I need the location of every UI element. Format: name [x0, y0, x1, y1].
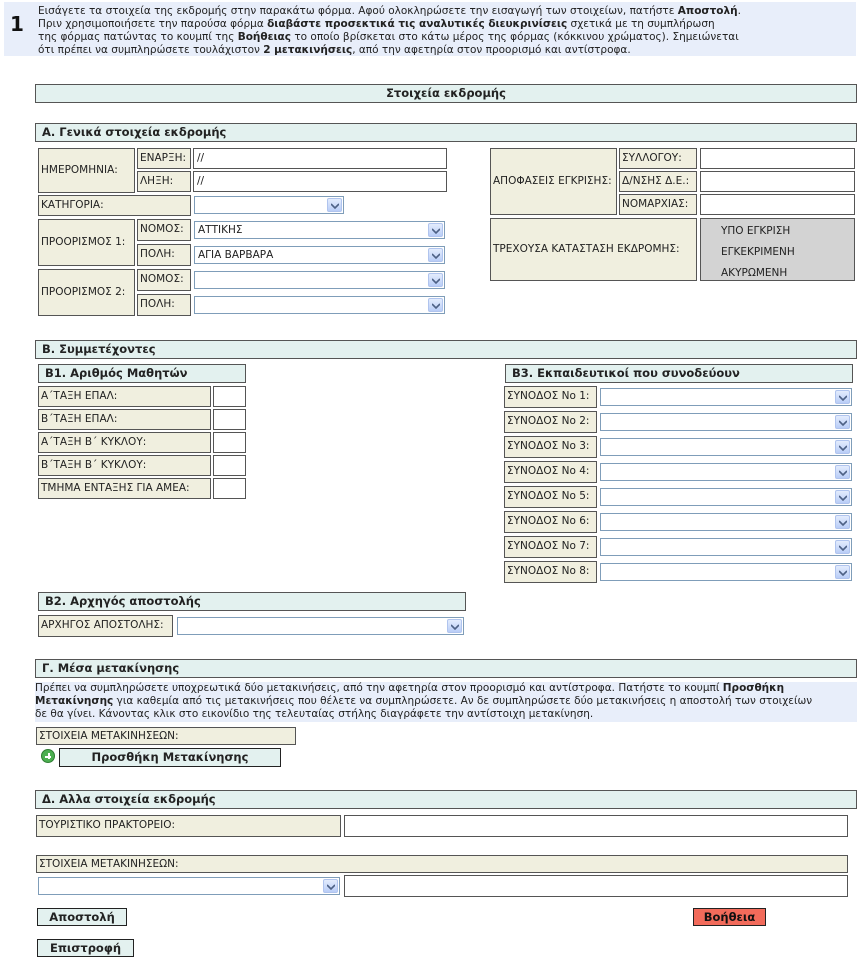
student-row-label: Α΄ΤΑΞΗ Β΄ ΚΥΚΛΟΥ: — [38, 432, 211, 453]
intro-line2: Πριν χρησιμοποιήσετε την παρούσα φόρμα — [38, 18, 268, 30]
transfers-label: ΣΤΟΙΧΕΙΑ ΜΕΤΑΚΙΝΗΣΕΩΝ: — [36, 727, 296, 745]
section-c-title: Γ. Μέσα μετακίνησης — [35, 659, 857, 678]
escort-select[interactable] — [600, 463, 852, 481]
student-count-input[interactable] — [213, 432, 246, 453]
step-number: 1 — [10, 12, 24, 36]
directorate-label: Δ/ΝΣΗΣ Δ.Ε.: — [619, 171, 697, 192]
escort-select[interactable] — [600, 563, 852, 581]
destination1-label: ΠΡΟΟΡΙΣΜΟΣ 1: — [38, 219, 135, 266]
escort-label: ΣΥΝΟΔΟΣ Νο 4: — [504, 461, 597, 483]
chevron-down-icon — [428, 223, 443, 237]
escort-select[interactable] — [600, 388, 852, 406]
intro-line1: Εισάγετε τα στοιχεία της εκδρομής στην παρακάτω φόρμα. Αφού ολοκληρώσετε την εισαγωγή των στοιχείων, πατήστε — [38, 5, 678, 17]
transfers-note — [35, 682, 857, 722]
student-count-input[interactable] — [213, 386, 246, 407]
escort-label: ΣΥΝΟΔΟΣ Νο 6: — [504, 511, 597, 533]
escort-label: ΣΥΝΟΔΟΣ Νο 8: — [504, 561, 597, 583]
note-line1: Πρέπει να συμπληρώσετε υποχρεωτικά δύο μετακινήσεις, από την αφετηρία στον προορισμό και αντίστροφα. Πατήστε το κουμπί — [35, 682, 723, 694]
student-row-label: ΤΜΗΜΑ ΕΝΤΑΞΗΣ ΓΙΑ ΑΜΕΑ: — [38, 478, 211, 499]
leader-select[interactable] — [177, 617, 464, 635]
association-input[interactable] — [700, 148, 855, 169]
chevron-down-icon — [835, 515, 850, 529]
association-label: ΣΥΛΛΟΓΟΥ: — [619, 148, 697, 169]
prefecture-approval-label: ΝΟΜΑΡΧΙΑΣ: — [619, 194, 697, 215]
form-title: Στοιχεία εκδρομής — [35, 84, 857, 103]
category-select[interactable] — [194, 196, 344, 214]
intro-line2-bold: διαβάστε προσεκτικά τις αναλυτικές διευκρινίσεις — [267, 18, 568, 30]
intro-line3-end: το οποίο βρίσκεται στο κάτω μέρος της φόρμας (κόκκινου χρώματος). Σημειώνεται — [290, 31, 739, 43]
submit-button[interactable]: Αποστολή — [37, 908, 127, 926]
b2-title: Β2. Αρχηγός αποστολής — [38, 592, 466, 611]
escort-label: ΣΥΝΟΔΟΣ Νο 7: — [504, 536, 597, 558]
intro-line3-bold: Βοήθειας — [237, 31, 291, 43]
escort-select[interactable] — [600, 488, 852, 506]
note-line2: για καθεμία από τις μετακινήσεις που θέλετε να συμπληρώσετε. Αν δε συμπληρώσετε δύο μετακινήσεις η αποστολή των στοιχείων — [113, 695, 813, 707]
note-line2-bold: Μετακίνησης — [35, 695, 114, 707]
escort-select[interactable] — [600, 413, 852, 431]
escort-select[interactable] — [600, 438, 852, 456]
start-date-input[interactable]: // — [193, 148, 447, 169]
escort-select[interactable] — [600, 538, 852, 556]
status-option: ΕΓΚΕΚΡΙΜΕΝΗ — [721, 246, 795, 258]
destination1-prefecture-select[interactable] — [194, 221, 445, 239]
escort-select[interactable] — [600, 513, 852, 531]
chevron-down-icon — [835, 465, 850, 479]
destination2-label: ΠΡΟΟΡΙΣΜΟΣ 2: — [38, 269, 135, 316]
intro-line2-end: σχετικά με τη συμπλήρωση — [567, 18, 715, 30]
destination1-prefecture-label: ΝΟΜΟΣ: — [137, 219, 191, 241]
destination1-prefecture-value: ΑΤΤΙΚΗΣ — [198, 224, 243, 236]
note-line1-bold: Προσθήκη — [722, 682, 785, 694]
student-row-label: Α΄ΤΑΞΗ ΕΠΑΛ: — [38, 386, 211, 407]
destination2-city-select[interactable] — [194, 296, 445, 314]
escort-label: ΣΥΝΟΔΟΣ Νο 2: — [504, 411, 597, 433]
chevron-down-icon — [835, 540, 850, 554]
trip-status-list — [700, 218, 855, 281]
student-row-label: Β΄ΤΑΞΗ ΕΠΑΛ: — [38, 409, 211, 430]
chevron-down-icon — [428, 298, 443, 312]
chevron-down-icon — [428, 273, 443, 287]
student-count-input[interactable] — [213, 409, 246, 430]
intro-line1-bold: Αποστολή — [677, 5, 738, 17]
intro-line4-bold: 2 μετακινήσεις — [263, 44, 353, 56]
end-date-label: ΛΗΞΗ: — [137, 171, 191, 192]
section-b-title: Β. Συμμετέχοντες — [35, 340, 857, 359]
destination1-city-label: ΠΟΛΗ: — [137, 244, 191, 266]
add-transfer-button[interactable]: Προσθήκη Μετακίνησης — [59, 748, 281, 767]
agency-input[interactable] — [344, 815, 848, 837]
destination2-city-label: ΠΟΛΗ: — [137, 294, 191, 316]
directorate-input[interactable] — [700, 171, 855, 192]
b3-title: Β3. Εκπαιδευτικοί που συνοδεύουν — [505, 364, 853, 383]
section-a-title: Α. Γενικά στοιχεία εκδρομής — [35, 123, 857, 142]
student-count-input[interactable] — [213, 478, 246, 499]
escort-label: ΣΥΝΟΔΟΣ Νο 3: — [504, 436, 597, 458]
date-label: ΗΜΕΡΟΜΗΝΙΑ: — [38, 148, 135, 193]
approvals-label: ΑΠΟΦΑΣΕΙΣ ΕΓΚΡΙΣΗΣ: — [490, 148, 617, 215]
help-button[interactable]: Βοήθεια — [693, 908, 766, 926]
chevron-down-icon — [447, 619, 462, 633]
intro-text: Εισάγετε τα στοιχεία της εκδρομής στην παρακάτω φόρμα. Αφού ολοκληρώσετε την εισαγωγή των στοιχείων, πατήστε Αποστολή. Πριν χρησιμοποιήσετε την παρούσα φόρμα διαβάστε προσεκτικά τις αναλυτικές διευκρινίσεις σχετικά με τη συμπλήρωση της φόρμας πατώντας το κουμπί της Βοήθειας το οποίο βρίσκεται στο κάτω μέρος της φόρμας (κόκκινου χρώματος). Σημειώνεται ότι πρέπει να συμπληρώσετε τουλάχιστον 2 μετακινήσεις, από την αφετηρία στον προορισμό και αντίστροφα. — [38, 5, 741, 56]
end-date-input[interactable]: // — [193, 171, 447, 192]
transfers-d-select[interactable] — [38, 877, 340, 895]
status-option: ΑΚΥΡΩΜΕΝΗ — [721, 267, 788, 279]
chevron-down-icon — [323, 879, 338, 893]
status-option: ΥΠΟ ΕΓΚΡΙΣΗ — [721, 225, 791, 237]
destination2-prefecture-label: ΝΟΜΟΣ: — [137, 269, 191, 291]
leader-label: ΑΡΧΗΓΟΣ ΑΠΟΣΤΟΛΗΣ: — [38, 615, 173, 637]
chevron-down-icon — [835, 390, 850, 404]
add-icon[interactable] — [41, 749, 55, 763]
chevron-down-icon — [327, 198, 342, 212]
transfers-d-label: ΣΤΟΙΧΕΙΑ ΜΕΤΑΚΙΝΗΣΕΩΝ: — [36, 855, 848, 873]
escort-label: ΣΥΝΟΔΟΣ Νο 5: — [504, 486, 597, 508]
note-line3: δε θα γίνει. Κάνοντας κλικ στο εικονίδιο της τελευταίας στήλης διαγράφετε την αντίστοιχη μετακίνηση. — [35, 708, 594, 720]
destination1-city-value: ΑΓΙΑ ΒΑΡΒΑΡΑ — [198, 249, 274, 261]
intro-line3: της φόρμας πατώντας το κουμπί της — [38, 31, 238, 43]
escort-label: ΣΥΝΟΔΟΣ Νο 1: — [504, 386, 597, 408]
intro-line4: ότι πρέπει να συμπληρώσετε τουλάχιστον — [38, 44, 264, 56]
start-date-label: ΕΝΑΡΞΗ: — [137, 148, 191, 169]
category-label: ΚΑΤΗΓΟΡΙΑ: — [38, 195, 191, 216]
chevron-down-icon — [835, 490, 850, 504]
prefecture-approval-input[interactable] — [700, 194, 855, 215]
student-row-label: Β΄ΤΑΞΗ Β΄ ΚΥΚΛΟΥ: — [38, 455, 211, 476]
agency-label: ΤΟΥΡΙΣΤΙΚΟ ΠΡΑΚΤΟΡΕΙΟ: — [36, 815, 341, 837]
back-button[interactable]: Επιστροφή — [37, 939, 134, 957]
section-d-title: Δ. Αλλα στοιχεία εκδρομής — [35, 790, 857, 809]
transfers-d-input[interactable] — [344, 875, 848, 897]
intro-line4-end: , από την αφετηρία στον προορισμό και αντίστροφα. — [352, 44, 631, 56]
chevron-down-icon — [835, 565, 850, 579]
destination1-city-select[interactable] — [194, 246, 445, 264]
chevron-down-icon — [428, 248, 443, 262]
destination2-prefecture-select[interactable] — [194, 271, 445, 289]
b1-title: Β1. Αριθμός Μαθητών — [38, 364, 246, 383]
intro-panel — [4, 2, 856, 56]
chevron-down-icon — [835, 415, 850, 429]
student-count-input[interactable] — [213, 455, 246, 476]
trip-status-label: ΤΡΕΧΟΥΣΑ ΚΑΤΑΣΤΑΣΗ ΕΚΔΡΟΜΗΣ: — [490, 218, 697, 281]
chevron-down-icon — [835, 440, 850, 454]
